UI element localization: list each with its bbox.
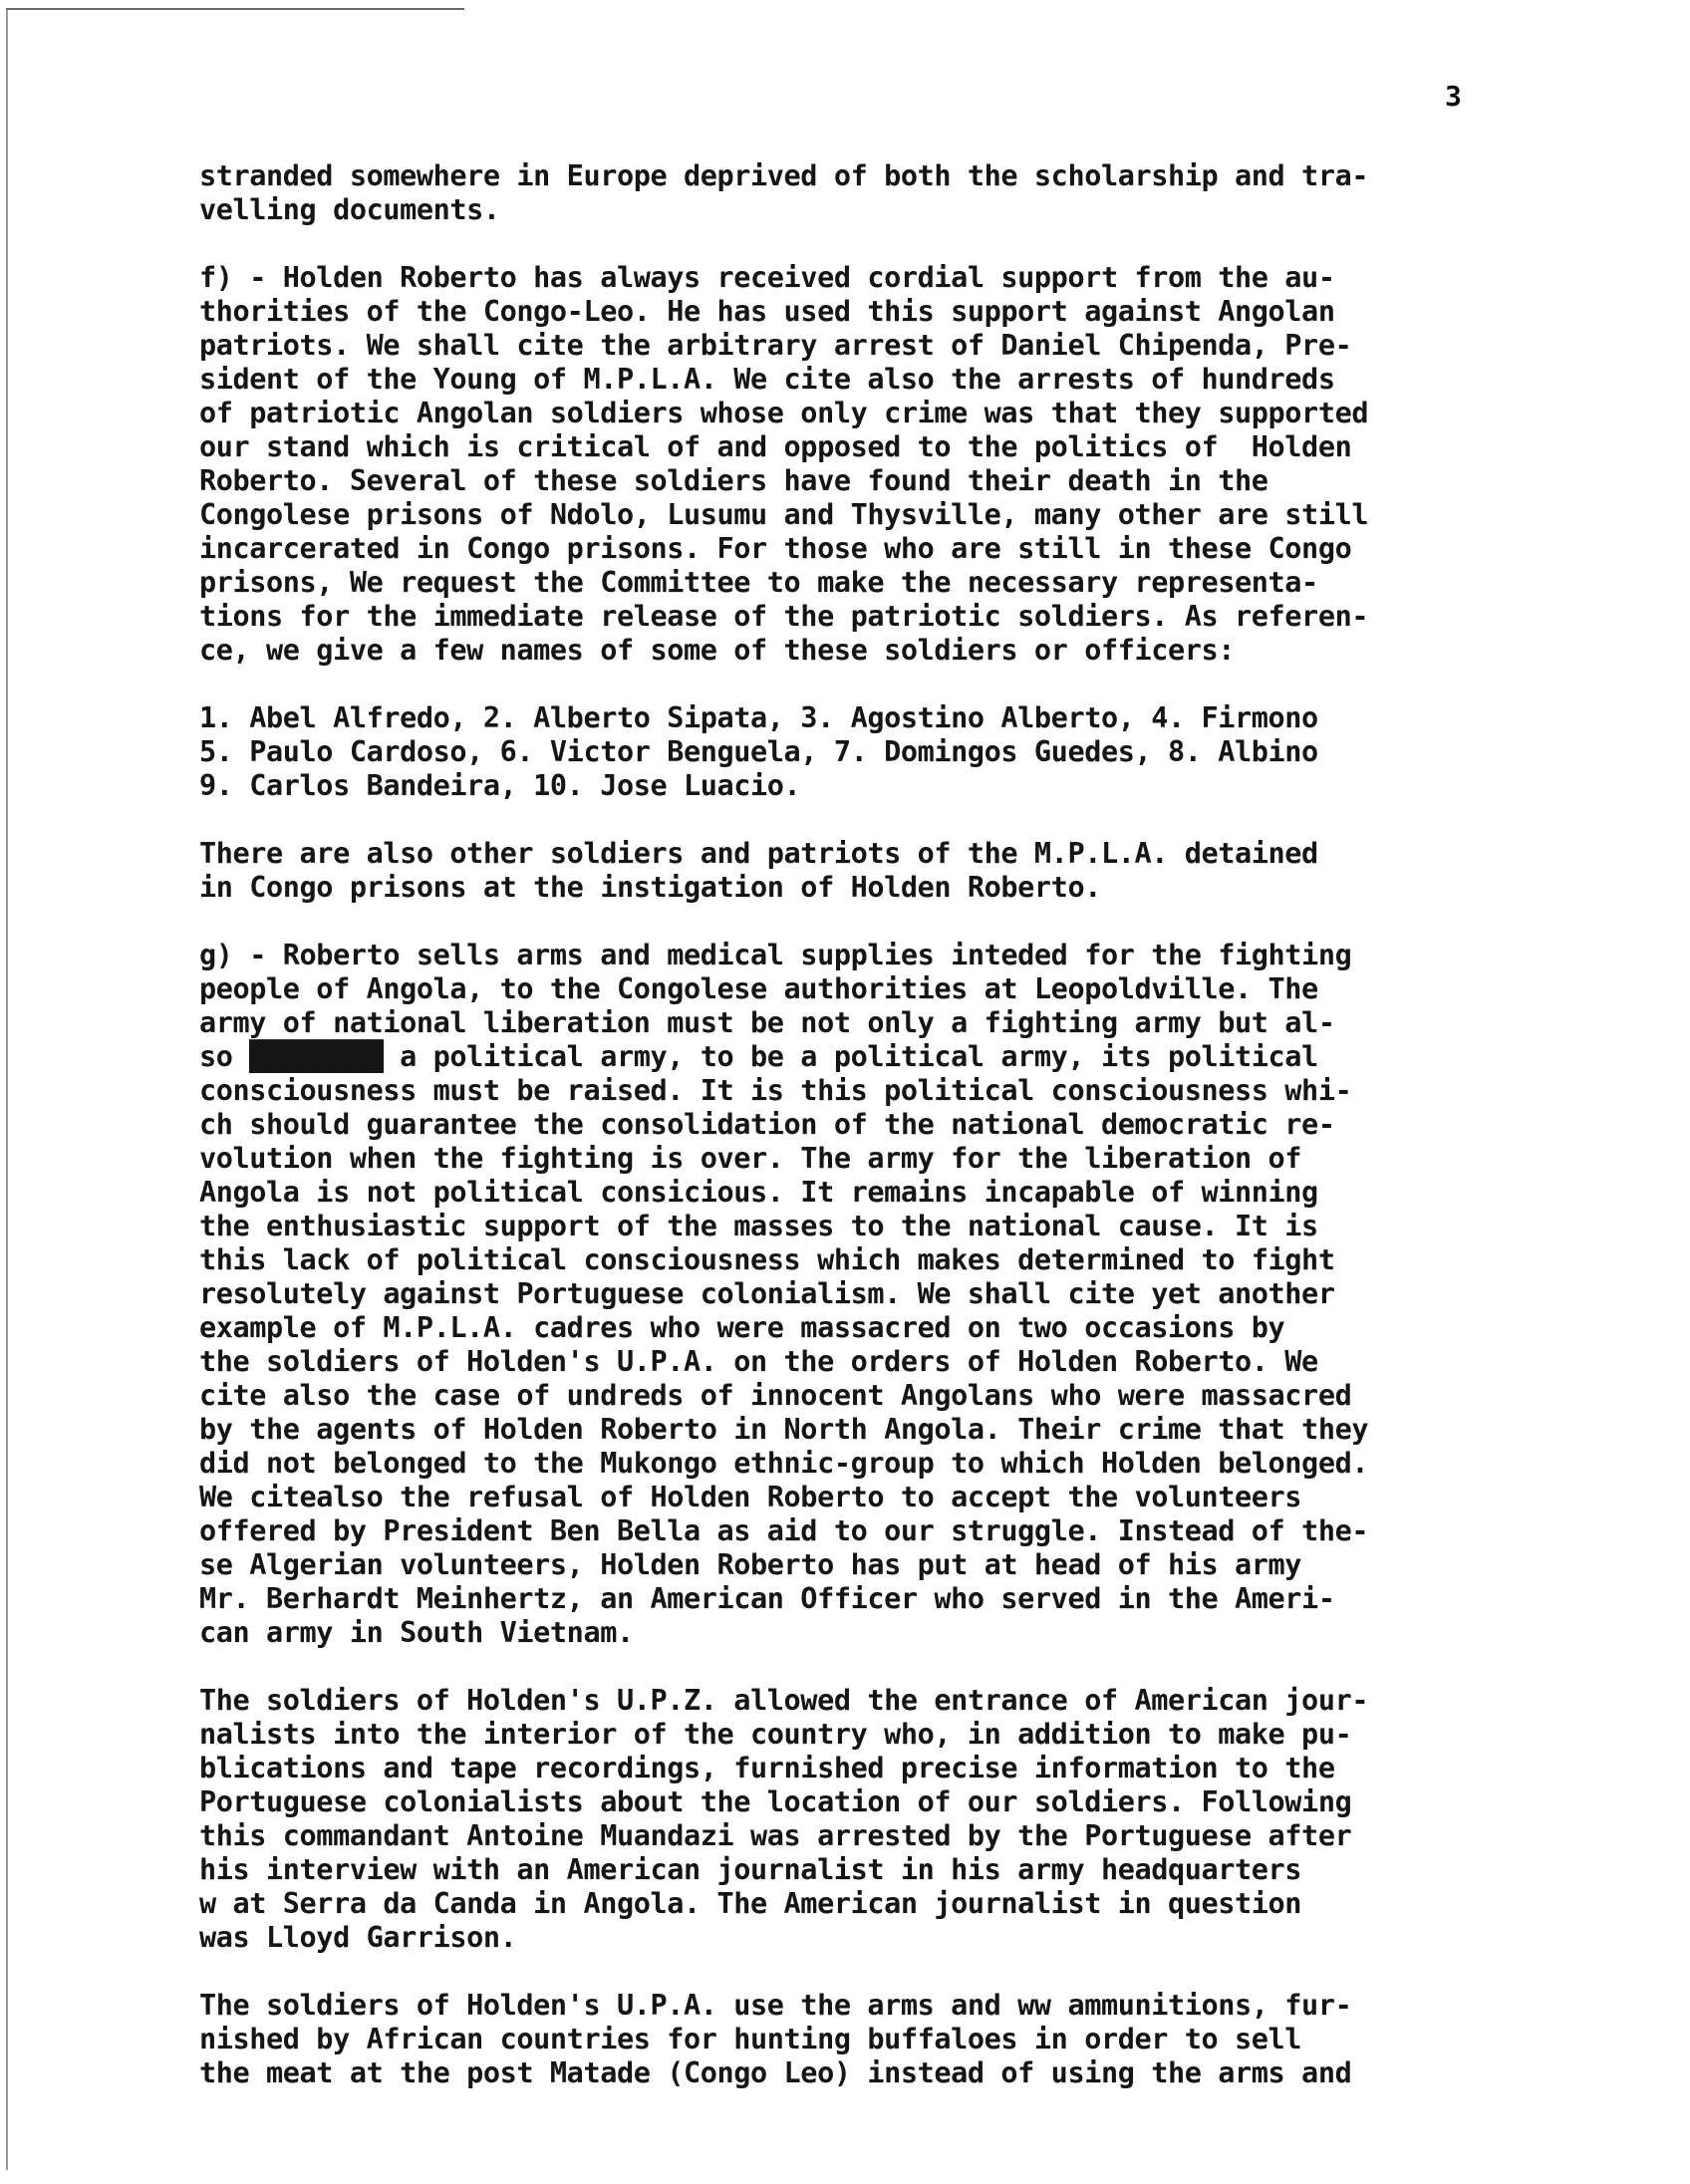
text-line: consciousness must be raised. It is this political consciousness whi- <box>199 1074 1352 1107</box>
text-line: can army in South Vietnam. <box>199 1616 634 1649</box>
text-line: stranded somewhere in Europe deprived of both the scholarship and tra- <box>199 159 1369 192</box>
text-line: in Congo prisons at the instigation of Holden Roberto. <box>199 871 1101 904</box>
text-line: thorities of the Congo-Leo. He has used this support against Angolan <box>199 295 1335 328</box>
text-line: was Lloyd Garrison. <box>199 1921 517 1954</box>
text-line: nalists into the interior of the country who, in addition to make pu- <box>199 1718 1352 1751</box>
paragraph-g <box>199 939 1594 1650</box>
text-line: patriots. We shall cite the arbitrary arrest of Daniel Chipenda, Pre- <box>199 329 1352 362</box>
text-line: our stand which is critical of and opposed to the politics of Holden <box>199 430 1352 463</box>
text-line: ce, we give a few names of some of these soldiers or officers: <box>199 634 1236 667</box>
text-line: Roberto. Several of these soldiers have found their death in the <box>199 464 1268 497</box>
text-line: sident of the Young of M.P.L.A. We cite also the arrests of hundreds <box>199 363 1335 396</box>
text-line: resolutely against Portuguese colonialism. We shall cite yet another <box>199 1277 1335 1310</box>
text-line: this commandant Antoine Muandazi was arrested by the Portuguese after <box>199 1819 1352 1852</box>
text-line: did not belonged to the Mukongo ethnic-group to which Holden belonged. <box>199 1447 1369 1480</box>
names-list <box>199 701 1594 803</box>
text-line: so ████████ a political army, to be a political army, its political <box>199 1040 1318 1073</box>
text-line: army of national liberation must be not only a fighting army but al- <box>199 1006 1335 1039</box>
text-line: the soldiers of Holden's U.P.A. on the orders of Holden Roberto. We <box>199 1345 1318 1378</box>
text-line: The soldiers of Holden's U.P.A. use the arms and ww ammunitions, fur- <box>199 1989 1352 2022</box>
text-line: offered by President Ben Bella as aid to our struggle. Instead of the- <box>199 1514 1369 1547</box>
paragraph-detained <box>199 837 1594 905</box>
text-line: Mr. Berhardt Meinhertz, an American Officer who served in the Ameri- <box>199 1582 1335 1615</box>
text-line: the enthusiastic support of the masses to the national cause. It is <box>199 1210 1318 1242</box>
text-line: incarcerated in Congo prisons. For those who are still in these Congo <box>199 532 1352 565</box>
text-line: f) - Holden Roberto has always received cordial support from the au- <box>199 261 1335 294</box>
text-line: se Algerian volunteers, Holden Roberto has put at head of his army <box>199 1548 1302 1581</box>
paragraph-f <box>199 261 1594 668</box>
text-line: ch should guarantee the consolidation of the national democratic re- <box>199 1108 1335 1141</box>
text-line: prisons, We request the Committee to make the necessary representa- <box>199 566 1318 599</box>
text-line: Portuguese colonialists about the location of our soldiers. Following <box>199 1785 1352 1818</box>
page-number: 3 <box>1445 80 1462 113</box>
paragraph-1 <box>199 159 1594 227</box>
text-line: g) - Roberto sells arms and medical supplies inteded for the fighting <box>199 939 1352 971</box>
text-line: this lack of political consciousness which makes determined to fight <box>199 1243 1335 1276</box>
text-line: nished by African countries for hunting buffaloes in order to sell <box>199 2023 1302 2055</box>
paragraph-upa-arms <box>199 1989 1594 2090</box>
text-line: tions for the immediate release of the patriotic soldiers. As referen- <box>199 600 1369 633</box>
text-line: the meat at the post Matade (Congo Leo) instead of using the arms and <box>199 2056 1352 2089</box>
text-line: example of M.P.L.A. cadres who were massacred on two occasions by <box>199 1311 1285 1344</box>
document-body <box>199 159 1594 2124</box>
text-line: by the agents of Holden Roberto in North Angola. Their crime that they <box>199 1413 1369 1446</box>
text-line: Congolese prisons of Ndolo, Lusumu and Thysville, many other are still <box>199 498 1369 531</box>
list-item: 5. Paulo Cardoso, 6. Victor Benguela, 7. Domingos Guedes, 8. Albino <box>199 735 1318 768</box>
paragraph-upz <box>199 1684 1594 1955</box>
text-line: w at Serra da Canda in Angola. The American journalist in question <box>199 1887 1302 1920</box>
text-line: The soldiers of Holden's U.P.Z. allowed the entrance of American jour- <box>199 1684 1369 1717</box>
page-left-edge <box>6 8 8 2170</box>
text-line: velling documents. <box>199 193 500 226</box>
text-line: Angola is not political consicious. It remains incapable of winning <box>199 1176 1318 1209</box>
text-line: We citealso the refusal of Holden Roberto to accept the volunteers <box>199 1481 1302 1513</box>
text-line: his interview with an American journalist in his army headquarters <box>199 1853 1302 1886</box>
page-top-edge <box>6 8 464 10</box>
text-line: blications and tape recordings, furnished precise information to the <box>199 1752 1335 1784</box>
text-line: of patriotic Angolan soldiers whose only crime was that they supported <box>199 397 1369 429</box>
text-line: volution when the fighting is over. The army for the liberation of <box>199 1142 1302 1175</box>
text-line: cite also the case of undreds of innocent Angolans who were massacred <box>199 1379 1352 1412</box>
text-line: people of Angola, to the Congolese authorities at Leopoldville. The <box>199 972 1318 1005</box>
list-item: 9. Carlos Bandeira, 10. Jose Luacio. <box>199 769 801 802</box>
text-line: There are also other soldiers and patriots of the M.P.L.A. detained <box>199 837 1318 870</box>
list-item: 1. Abel Alfredo, 2. Alberto Sipata, 3. Agostino Alberto, 4. Firmono <box>199 701 1318 734</box>
